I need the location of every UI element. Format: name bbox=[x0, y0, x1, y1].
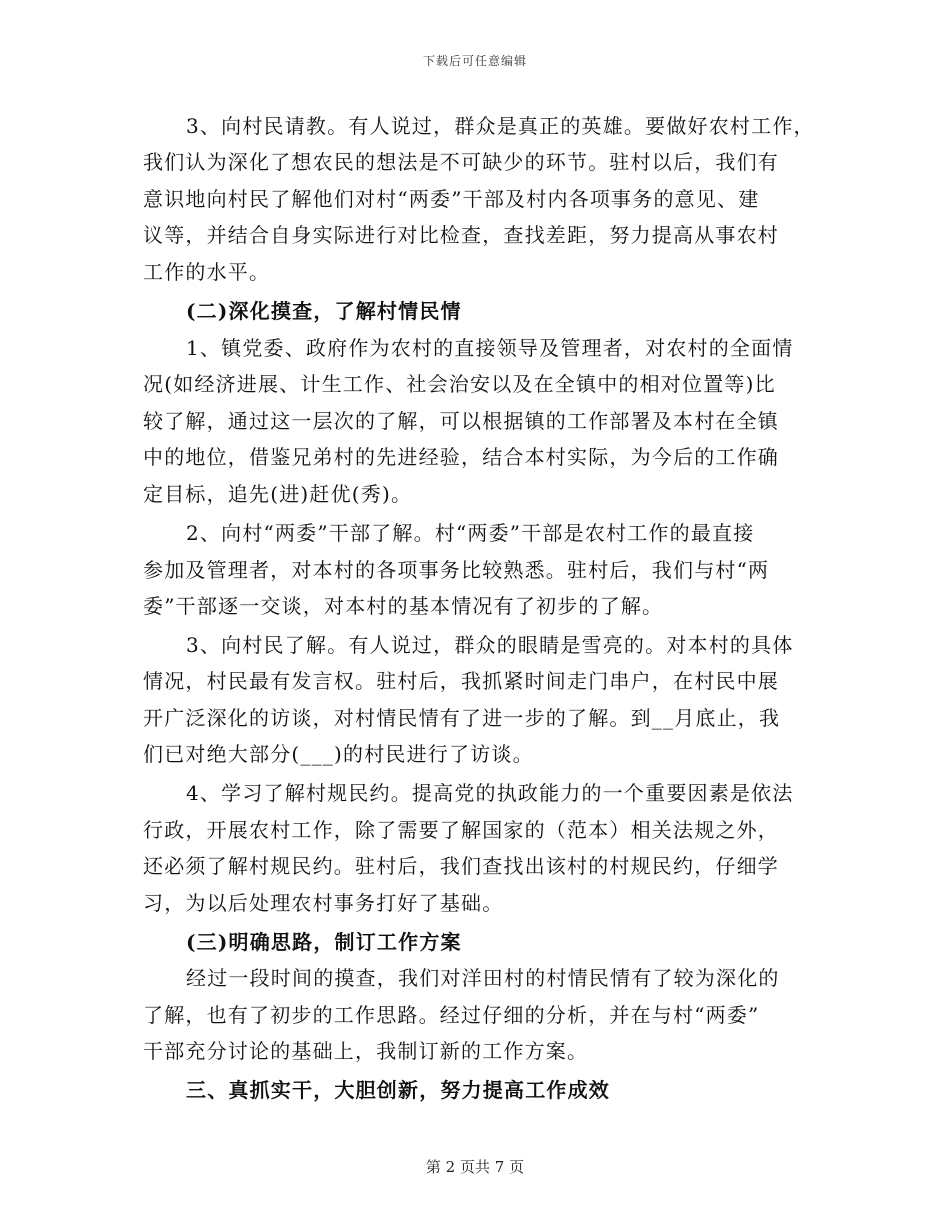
paragraph-line: 况(如经济进展、计生工作、社会治安以及在全镇中的相对位置等)比 bbox=[143, 372, 776, 396]
paragraph-line: 较了解，通过这一层次的了解，可以根据镇的工作部署及本村在全镇 bbox=[143, 409, 779, 433]
section-heading: (二)深化摸查，了解村情民情 bbox=[186, 299, 462, 323]
page-footer: 第 2 页共 7 页 bbox=[425, 1158, 525, 1176]
paragraph-line: 委”干部逐一交谈，对本村的基本情况有了初步的了解。 bbox=[143, 594, 664, 618]
paragraph-line: 经过一段时间的摸查，我们对洋田村的村情民情有了较为深化的 bbox=[186, 966, 780, 990]
paragraph-line: 还必须了解村规民约。驻村后，我们查找出该村的村规民约，仔细学 bbox=[143, 854, 779, 878]
chapter-heading: 三、真抓实干，大胆创新，努力提高工作成效 bbox=[186, 1078, 610, 1102]
paragraph-line: 了解，也有了初步的工作思路。经过仔细的分析，并在与村“两委” bbox=[143, 1003, 760, 1027]
section-heading: (三)明确思路，制订工作方案 bbox=[186, 930, 462, 954]
paragraph-line: 们已对绝大部分(___)的村民进行了访谈。 bbox=[143, 742, 534, 766]
paragraph-line: 情况，村民最有发言权。驻村后，我抓紧时间走门串户，在村民中展 bbox=[143, 669, 779, 693]
paragraph-line: 议等，并结合自身实际进行对比检查，查找差距，努力提高从事农村 bbox=[143, 223, 779, 247]
paragraph-line: 2、向村“两委”干部了解。村“两委”干部是农村工作的最直接 bbox=[186, 521, 755, 545]
paragraph-line: 中的地位，借鉴兄弟村的先进经验，结合本村实际，为今后的工作确 bbox=[143, 445, 779, 469]
paragraph-line: 1、镇党委、政府作为农村的直接领导及管理者，对农村的全面情 bbox=[186, 336, 794, 360]
paragraph-line: 4、学习了解村规民约。提高党的执政能力的一个重要因素是依法 bbox=[186, 781, 794, 805]
paragraph-line: 3、向村民请教。有人说过，群众是真正的英雄。要做好农村工作， bbox=[186, 114, 815, 138]
paragraph-line: 参加及管理者，对本村的各项事务比较熟悉。驻村后，我们与村“两 bbox=[143, 558, 770, 582]
paragraph-line: 意识地向村民了解他们对村“两委”干部及村内各项事务的意见、建 bbox=[143, 187, 760, 211]
paragraph-line: 行政，开展农村工作，除了需要了解国家的（范本）相关法规之外， bbox=[143, 818, 779, 842]
paragraph-line: 3、向村民了解。有人说过，群众的眼睛是雪亮的。对本村的具体 bbox=[186, 633, 794, 657]
paragraph-line: 定目标，追先(进)赶优(秀)。 bbox=[143, 482, 413, 506]
paragraph-line: 习，为以后处理农村事务打好了基础。 bbox=[143, 891, 504, 915]
paragraph-line: 开广泛深化的访谈，对村情民情有了进一步的了解。到__月底止，我 bbox=[143, 706, 781, 730]
paragraph-line: 工作的水平。 bbox=[143, 260, 271, 284]
paragraph-line: 干部充分讨论的基础上，我制订新的工作方案。 bbox=[143, 1039, 589, 1063]
paragraph-line: 我们认为深化了想农民的想法是不可缺少的环节。驻村以后，我们有 bbox=[143, 150, 779, 174]
page-header: 下载后可任意编辑 bbox=[422, 54, 527, 68]
